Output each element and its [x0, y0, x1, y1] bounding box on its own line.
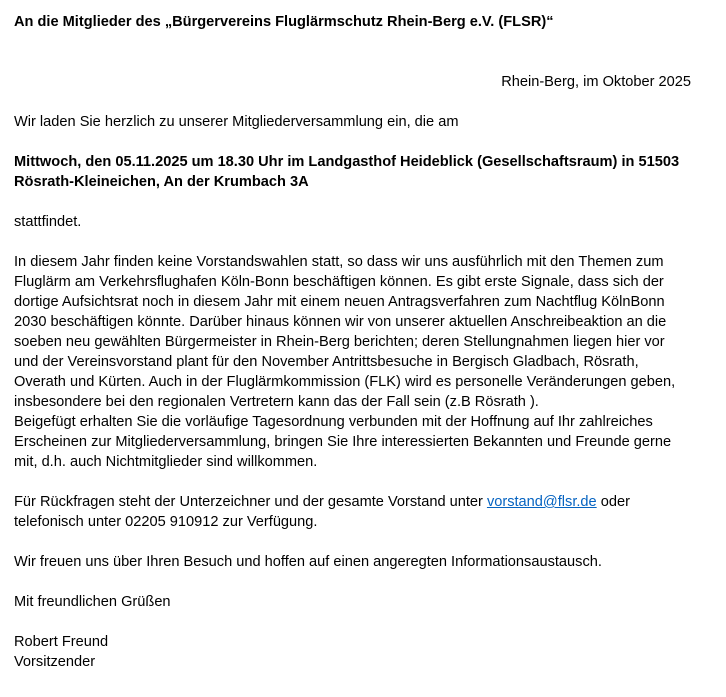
letter-page: [14, 12, 714, 672]
stattfindet-line: stattfindet.: [14, 214, 82, 230]
spacer: [14, 532, 714, 552]
place-date: Rhein-Berg, im Oktober 2025: [501, 74, 691, 90]
body-line: Fluglärm am Verkehrsflughafen Köln-Bonn beschäftigen können. Es gibt erste Signale, dass sich der: [14, 274, 664, 290]
body-line: insbesondere bei den regionalen Vertretern kann das der Fall sein (z.B Rösrath ).: [14, 394, 539, 410]
signer-name: Robert Freund: [14, 634, 109, 650]
signer-role: Vorsitzender: [14, 654, 96, 670]
contact-text-after: oder: [596, 494, 630, 510]
address-line: An die Mitglieder des „Bürgervereins Fluglärmschutz Rhein-Berg e.V. (FLSR)“: [14, 14, 554, 30]
body-line: dortige Aufsichtsrat noch in diesem Jahr mit einem neuen Antragsverfahren zum Nachtflug KölnBonn: [14, 294, 665, 310]
spacer: [14, 192, 714, 212]
body-line: Beigefügt erhalten Sie die vorläufige Tagesordnung verbunden mit der Hoffnung auf Ihr zahlreiches: [14, 414, 653, 430]
closing-sentence: Wir freuen uns über Ihren Besuch und hoffen auf einen angeregten Informationsaustausch.: [14, 554, 602, 570]
event-details-line-2: Rösrath-Kleineichen, An der Krumbach 3A: [14, 174, 309, 190]
body-line: In diesem Jahr finden keine Vorstandswahlen statt, so dass wir uns ausführlich mit den Themen zum: [14, 254, 664, 270]
contact-line-1: [14, 492, 714, 512]
spacer: [14, 612, 714, 632]
greeting: Mit freundlichen Grüßen: [14, 594, 171, 610]
event-details-line-1: Mittwoch, den 05.11.2025 um 18.30 Uhr im Landgasthof Heideblick (Gesellschaftsraum) in 51503: [14, 154, 680, 170]
spacer: [14, 472, 714, 492]
contact-email-link[interactable]: vorstand@flsr.de: [486, 494, 597, 510]
body-paragraph: [14, 252, 714, 472]
body-line: soeben neu gewählten Bürgermeister in Rhein-Berg berichten; deren Stellungnahmen liegen hier vor: [14, 334, 665, 350]
body-line: mit, d.h. auch Nichtmitglieder sind willkommen.: [14, 454, 318, 470]
spacer: [14, 92, 714, 112]
spacer: [14, 32, 714, 72]
spacer: [14, 132, 714, 152]
body-line: Overath und Kürten. Auch in der Fluglärmkommission (FLK) wird es personelle Veränderungen geben,: [14, 374, 676, 390]
spacer: [14, 232, 714, 252]
body-line: 2030 beschäftigen könnte. Darüber hinaus können wir von unserer aktuellen Anschreibeaktion an die: [14, 314, 667, 330]
contact-text: Für Rückfragen steht der Unterzeichner und der gesamte Vorstand unter: [14, 494, 487, 510]
spacer: [14, 572, 714, 592]
contact-line-2: telefonisch unter 02205 910912 zur Verfügung.: [14, 514, 318, 530]
invitation-intro: Wir laden Sie herzlich zu unserer Mitgliederversammlung ein, die am: [14, 114, 459, 130]
body-line: Erscheinen zur Mitgliederversammlung, bringen Sie Ihre interessierten Bekannten und Freunde gerne: [14, 434, 672, 450]
body-line: und der Vereinsvorstand plant für den November Antrittsbesuche in Bergisch Gladbach, Rösrath,: [14, 354, 639, 370]
